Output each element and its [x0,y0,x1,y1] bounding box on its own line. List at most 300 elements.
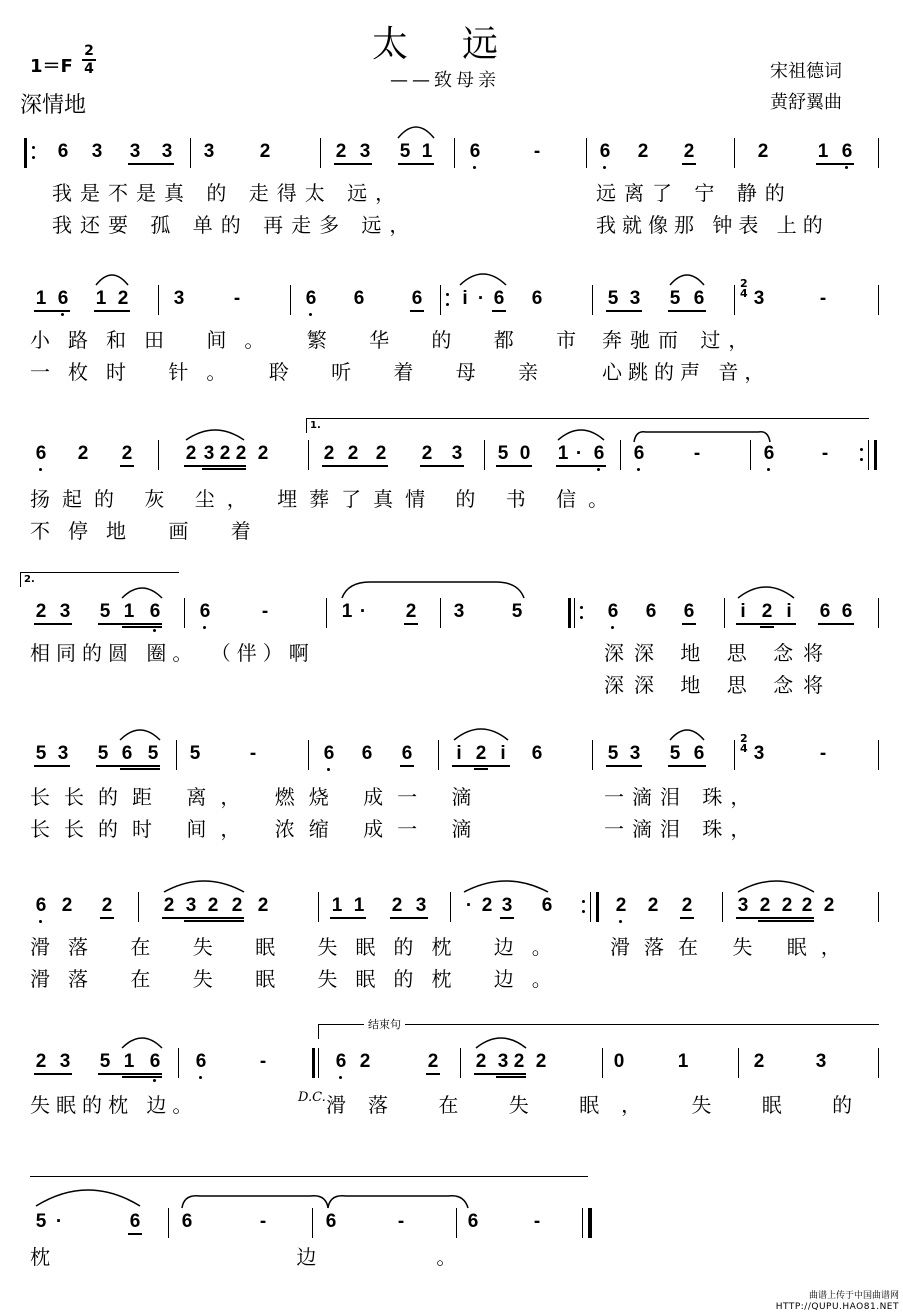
octave-dot [767,468,770,471]
slur [668,269,706,287]
octave-dot [39,920,42,923]
repeat-dot [582,900,585,903]
note: 6 [129,1211,141,1232]
lyric-verse-1: 我是不是真 的 走得太 远， [52,181,404,205]
note: 6 [841,601,853,622]
slur [120,1032,164,1050]
note: 2 [257,895,269,916]
note: 2 [207,895,219,916]
note: 2 [185,443,197,464]
barline [586,138,587,168]
lyric-verse-1: 奔驰而 过， [602,328,757,352]
note: - [259,1211,267,1232]
slur [736,580,796,600]
score-row-1 [0,138,903,248]
note: 0 [519,443,531,464]
slur [458,267,508,287]
song-title: 太远 [372,24,553,65]
underline [736,623,796,625]
slur [474,1032,528,1050]
underline [682,163,696,165]
barline [158,440,159,470]
note: 6 [35,443,47,464]
lyric-verse-1: 滑落在 失 眠， [610,935,855,959]
barline [318,892,319,922]
note: 6 [599,141,611,162]
note: 1 [557,443,569,464]
note: 6 [335,1051,347,1072]
note: 2 [647,895,659,916]
note: - [819,743,827,764]
note: 3 [129,141,141,162]
slur [162,874,246,894]
underline [98,1073,162,1075]
dc-marking: D.C. [298,1090,326,1105]
octave-dot [153,629,156,632]
note: 5 [189,743,201,764]
lyric-verse-1: 扬起的 灰 尘， 埋葬了真情 的 书 信。 [30,487,621,511]
underline [758,920,814,922]
note: 6 [645,601,657,622]
repeat-dot [32,156,35,159]
octave-dot [199,1076,202,1079]
octave-dot [473,166,476,169]
barline [592,740,593,770]
meter-change: 2 4 [740,732,748,755]
barline [158,285,159,315]
barline [484,440,485,470]
barline [312,1208,313,1238]
barline [738,1048,739,1078]
slur [120,582,164,600]
lyric-verse-1: 相同的圆 圈。 （伴）啊 [30,641,315,665]
note: 5 [669,743,681,764]
octave-dot [61,313,64,316]
barline [138,892,139,922]
underline [34,1073,72,1075]
note: 1 [123,1051,135,1072]
underline [816,163,854,165]
underline [606,765,642,767]
barline [592,285,593,315]
lyric-verse-1: 一滴泪 珠， [604,785,759,809]
note: 2 [61,895,73,916]
note: 5 [99,601,111,622]
slur [396,120,436,140]
note: 5 [669,288,681,309]
note: 6 [305,288,317,309]
octave-dot [611,626,614,629]
barline [722,892,723,922]
octave-dot [309,313,312,316]
slur [340,580,526,600]
note: 2 [421,443,433,464]
lyric-verse-2: 心跳的声 音， [602,360,771,384]
barline [184,598,185,628]
lyric-verse-2: 深深 地 思 念将 [604,673,834,697]
note: 5 [35,1211,47,1232]
slur [118,724,162,742]
underline [184,465,246,467]
note: 3 [57,743,69,764]
note: 3 [737,895,749,916]
underline [668,310,706,312]
note: 2 [475,1051,487,1072]
note: - [261,601,269,622]
underline [474,1073,526,1075]
barline [440,285,441,315]
slur [94,269,130,287]
score-row-5 [0,732,903,850]
note: 1 [331,895,343,916]
note: - [819,288,827,309]
slur [736,874,816,894]
note: 2 [757,141,769,162]
key-signature: 1＝F [30,56,73,77]
ending-bracket-line [30,1176,588,1177]
underline [34,310,70,312]
note: 2 [235,443,247,464]
lyric-verse-1: 失眠的枕 边。 [30,1093,199,1117]
meter-bottom: 4 [84,60,94,77]
slur [452,722,510,742]
lyric-verse-1: 深深 地 思 念将 [604,641,834,665]
underline [818,623,854,625]
barline [878,598,879,628]
note: - [533,141,541,162]
lyric-verse-2: 我就像那 钟表 上的 [596,213,829,237]
octave-dot [597,468,600,471]
underline [202,468,246,470]
slur [668,724,706,742]
note: 1 [123,601,135,622]
note: · [477,288,485,309]
note: 6 [181,1211,193,1232]
watermark-line-2: HTTP://QUPU.HAO81.NET [775,1302,899,1312]
score-row-3 [0,420,903,550]
note: 3 [629,288,641,309]
lyric-verse-1: 远离了 宁 静的 [596,181,793,205]
score-row-8 [0,1208,903,1298]
barline [868,440,869,470]
score-row-4 [0,574,903,708]
note: 6 [149,601,161,622]
note: 2 [535,1051,547,1072]
note: 2 [681,895,693,916]
barline [602,1048,603,1078]
note: 2 [323,443,335,464]
note: 2 [637,141,649,162]
lyric-verse-2: 长长的时 间， 浓缩 成一 滴 [30,817,486,841]
underline [128,163,174,165]
note: 2 [347,443,359,464]
composer-credit: 黄舒翼曲 [770,92,842,113]
lyric-verse-2: 不停地 画 着 [30,519,269,543]
time-signature [82,44,96,76]
note: 2 [259,141,271,162]
barline [326,598,327,628]
note: - [233,288,241,309]
octave-dot [339,1076,342,1079]
note: 2 [427,1051,439,1072]
underline [96,765,160,767]
double-barline [312,1048,315,1078]
note: 2 [117,288,129,309]
repeat-end-barline [596,892,599,922]
note: 3 [91,141,103,162]
note: 1 [421,141,433,162]
note: 3 [161,141,173,162]
note: · [575,443,583,464]
tempo-marking: 深情地 [20,93,87,118]
note: 6 [411,288,423,309]
barline [190,138,191,168]
note: 2 [231,895,243,916]
note: 6 [531,288,543,309]
barline [878,740,879,770]
barline [734,740,735,770]
note: 6 [469,141,481,162]
site-watermark [776,1291,899,1313]
note: 6 [607,601,619,622]
underline [390,917,428,919]
barline [734,285,735,315]
underline [98,623,162,625]
note: 5 [511,601,523,622]
octave-dot [637,468,640,471]
barline [178,1048,179,1078]
note: 6 [57,141,69,162]
note: 2 [163,895,175,916]
underline [606,310,642,312]
slur [462,874,550,894]
note: 0 [613,1051,625,1072]
note: 3 [451,443,463,464]
note: 6 [35,895,47,916]
repeat-end-barline [874,440,877,470]
underline [404,623,418,625]
note: i [740,601,746,622]
underline [128,1233,142,1235]
lyric-verse-1: 长长的距 离， 燃烧 成一 滴 [30,785,486,809]
slur [34,1184,142,1208]
octave-dot [845,166,848,169]
repeat-dot [582,910,585,913]
note: 6 [199,601,211,622]
tie [180,1194,470,1210]
watermark-line-1: 曲谱上传于中国曲谱网 [808,1291,899,1301]
note: 3 [753,288,765,309]
barline [878,1048,879,1078]
note: 6 [693,288,705,309]
barline [450,892,451,922]
repeat-dot [446,293,449,296]
note: 2 [101,895,113,916]
note: 6 [195,1051,207,1072]
note: 6 [531,743,543,764]
octave-dot [153,1079,156,1082]
underline [410,310,424,312]
note: i [786,601,792,622]
note: 6 [819,601,831,622]
note: 2 [781,895,793,916]
underline [184,920,244,922]
repeat-dot [580,606,583,609]
barline [440,598,441,628]
note: 2 [405,601,417,622]
octave-dot [203,626,206,629]
note: 1 [677,1051,689,1072]
note: 5 [99,1051,111,1072]
note: 6 [401,743,413,764]
note: 6 [323,743,335,764]
tie [632,430,772,444]
underline [400,765,414,767]
note: 3 [203,141,215,162]
note: · [55,1211,63,1232]
note: 2 [35,601,47,622]
note: 2 [257,443,269,464]
note: 3 [203,443,215,464]
note: 2 [615,895,627,916]
note: 6 [467,1211,479,1232]
repeat-dot [580,616,583,619]
note: 2 [759,895,771,916]
note: - [249,743,257,764]
note: 6 [593,443,605,464]
note: 6 [841,141,853,162]
note: 6 [361,743,373,764]
note: 2 [481,895,493,916]
underline [322,465,388,467]
note: 3 [415,895,427,916]
note: 6 [763,443,775,464]
note: 3 [59,601,71,622]
note: 3 [753,743,765,764]
barline [454,138,455,168]
note: 2 [683,141,695,162]
barline [574,598,575,628]
slur [556,424,606,442]
ending-label: 结束句 [364,1016,405,1032]
note: 2 [335,141,347,162]
note: 1 [95,288,107,309]
repeat-dot [860,448,863,451]
note: 1 [817,141,829,162]
underline [496,465,532,467]
lyric-verse-1: 滑落 在 失 眠， 失 眠 的 [326,1093,875,1117]
note: 3 [59,1051,71,1072]
note: 5 [97,743,109,764]
underline [34,623,72,625]
note: 2 [761,601,773,622]
repeat-dot [32,146,35,149]
note: 3 [185,895,197,916]
note: 2 [77,443,89,464]
note: 6 [149,1051,161,1072]
underline [162,917,244,919]
lyricist-credit: 宋祖德词 [770,61,842,82]
repeat-dot [860,458,863,461]
volta-label: 1. [310,420,321,431]
note: 2 [359,1051,371,1072]
note: 6 [57,288,69,309]
double-barline [318,1048,319,1078]
note: 5 [497,443,509,464]
score-row-6 [0,892,903,1002]
barline [176,740,177,770]
song-subtitle: ——致母亲 [390,70,500,91]
note: - [693,443,701,464]
barline [460,1048,461,1078]
note: 2 [121,443,133,464]
note: - [259,1051,267,1072]
note: i [456,743,462,764]
lyric-verse-2: 滑落 在 失 眠 失眠的枕 边。 [30,967,570,991]
note: - [821,443,829,464]
score-row-2 [0,277,903,395]
lyric-verse-1: 小路和田 间。 繁 华 的 都 市 [30,328,595,352]
note: 1 [353,895,365,916]
note: 6 [683,601,695,622]
underline [120,768,160,770]
underline [100,917,114,919]
note: 6 [541,895,553,916]
note: 5 [607,288,619,309]
lyric-verse-1: 枕 边。 [30,1245,577,1269]
lyric-verse-1: 滑落 在 失 眠 失眠的枕 边。 [30,935,570,959]
note: 3 [173,288,185,309]
underline [420,465,464,467]
octave-dot [619,920,622,923]
note: 2 [35,1051,47,1072]
repeat-start-barline [24,138,27,168]
note: 3 [501,895,513,916]
note: 3 [497,1051,509,1072]
underline [736,917,814,919]
note: · [359,601,367,622]
barline [320,138,321,168]
barline [290,285,291,315]
barline [724,598,725,628]
octave-dot [39,468,42,471]
underline [496,1076,526,1078]
underline [120,465,134,467]
volta-label: 2. [24,574,35,585]
underline [500,917,514,919]
note: 2 [823,895,835,916]
underline [34,765,70,767]
note: 6 [693,743,705,764]
score-row-7 [0,1018,903,1158]
lyric-verse-2: 我还要 孤 单的 再走多 远， [52,213,418,237]
octave-dot [603,166,606,169]
note: 6 [633,443,645,464]
underline [760,626,774,628]
barline [750,440,751,470]
barline [168,1208,169,1238]
note: 6 [493,288,505,309]
underline [474,768,488,770]
underline [94,310,130,312]
note: 2 [391,895,403,916]
underline [334,163,372,165]
underline [426,1073,440,1075]
note: 5 [607,743,619,764]
note: - [397,1211,405,1232]
barline [878,892,879,922]
note: 2 [375,443,387,464]
